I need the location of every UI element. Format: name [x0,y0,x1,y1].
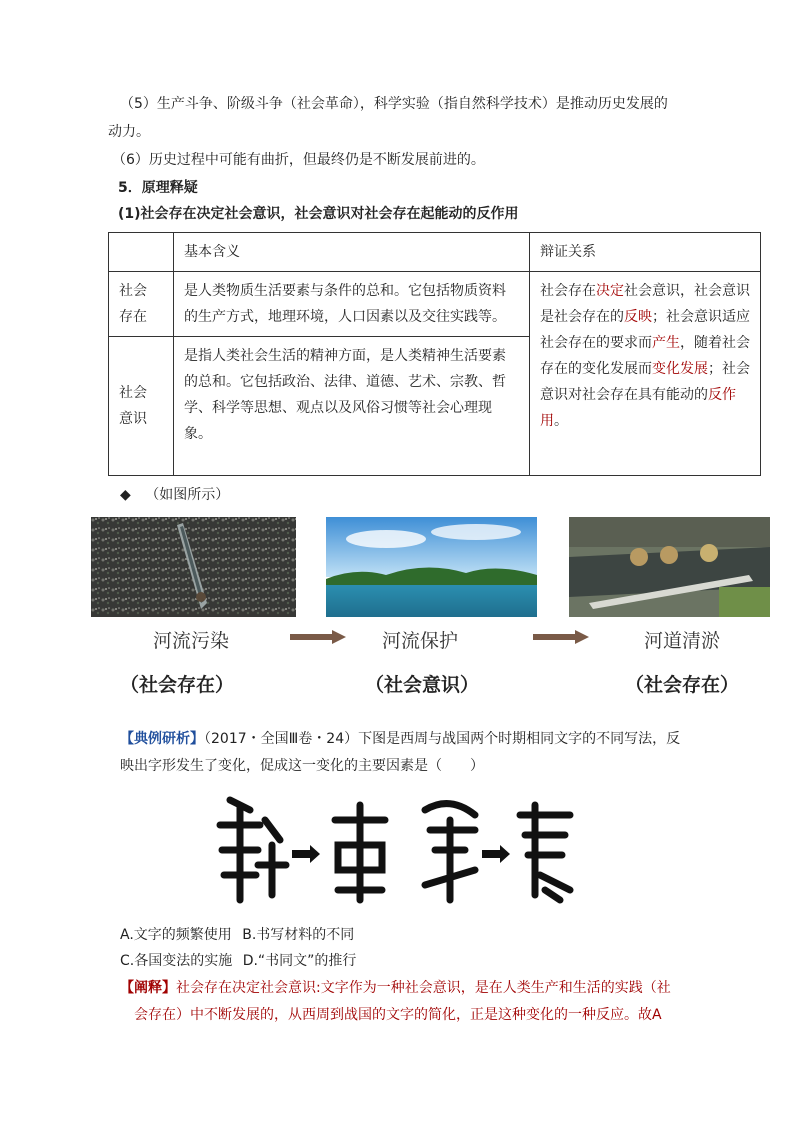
label-social-consciousness: （社会意识） [364,674,479,696]
row-label-line: 社会 [119,283,147,299]
photo-river-dredging [569,517,770,617]
caption-dredging: 河道清淤 [643,630,720,652]
answer-line1 [120,978,671,998]
subsection-heading: (1)社会存在决定社会意识，社会意识对社会存在起能动的反作用 [118,206,519,222]
table-row [109,272,761,337]
rel-keyword: 变化发展 [652,361,708,377]
table-header-meaning: 基本含义 [174,233,530,272]
right-arrow-icon [290,629,346,645]
rel-keyword: 反作用 [540,387,736,429]
caption-protection: 河流保护 [381,630,458,652]
row-text-social-consciousness: 是指人类社会生活的精神方面，是人类精神生活要素的总和。它包括政治、法律、道德、艺术、宗教、哲学、科学等思想、观点以及风俗习惯等社会心理现象。 [174,337,530,476]
example-question-line2: 映出字形发生了变化，促成这一变化的主要因素是（ ） [120,758,484,774]
right-arrow-icon [533,629,589,645]
photo-river-pollution [91,517,296,617]
options-line2 [120,951,356,971]
paragraph-5: （5）生产斗争、阶级斗争（社会革命），科学实验（指自然科学技术）是推动历史发展的 [120,96,668,112]
figure-note-text: （如图所示） [145,487,230,503]
row-text-social-existence: 是人类物质生活要素与条件的总和。它包括物质资料的生产方式，地理环境，人口因素以及交往实践等。 [174,272,530,337]
paragraph-5-cont: 动力。 [108,124,150,140]
rel-text: ；社会意识适应社会存在的要求而 [540,309,750,351]
seal-script-characters-image [210,790,590,910]
rel-text: 。 [554,413,568,429]
example-tag: 【典例研析】 [120,731,204,747]
rel-keyword: 产生 [652,335,680,351]
answer-tag: 【阐释】 [120,980,176,996]
example-question-text: 下图是西周与战国两个时期相同文字的不同写法，反 [358,731,681,747]
option-a: A.文字的频繁使用 [120,927,232,943]
photo-river-protection [326,517,537,617]
answer-line2: 会存在）中不断发展的，从西周到战国的文字的简化，正是这种变化的一种反应。故A [134,1007,662,1023]
example-source: （2017・全国Ⅲ卷・24） [204,731,359,747]
row-label-social-consciousness [109,337,174,476]
option-b: B.书写材料的不同 [242,927,355,943]
figure-note [120,485,229,505]
rel-keyword: 决定 [596,283,624,299]
rel-text: 社会意识，社会意识是社会存在的 [540,283,750,325]
table-header-relation: 辩证关系 [530,233,761,272]
options-line1 [120,925,354,945]
relation-cell [530,272,761,476]
option-d: D.“书同文”的推行 [242,953,357,969]
rel-text: ，随着社会存在的变化发展而 [540,335,750,377]
rel-text: 社会存在 [540,283,596,299]
table-header-row [109,233,761,272]
diamond-bullet-icon: ◆ [120,487,131,503]
row-label-social-existence [109,272,174,337]
table-corner-cell [109,233,174,272]
example-question-line1 [120,729,680,749]
rel-text: ；社会意识对社会存在具有能动的 [540,361,750,403]
rel-keyword: 反映 [624,309,652,325]
paragraph-6: （6）历史过程中可能有曲折，但最终仍是不断发展前进的。 [112,152,485,168]
row-label-line: 社会 [119,385,147,401]
caption-pollution: 河流污染 [152,630,229,652]
principle-table [108,232,761,476]
section-heading: 5．原理释疑 [118,180,198,196]
row-label-line: 意识 [119,411,147,427]
label-social-existence-2: （社会存在） [624,674,739,696]
option-c: C.各国变法的实施 [120,953,233,969]
row-label-line: 存在 [119,309,147,325]
answer-text: 社会存在决定社会意识:文字作为一种社会意识，是在人类生产和生活的实践（社 [176,980,671,996]
label-social-existence: （社会存在） [119,674,234,696]
